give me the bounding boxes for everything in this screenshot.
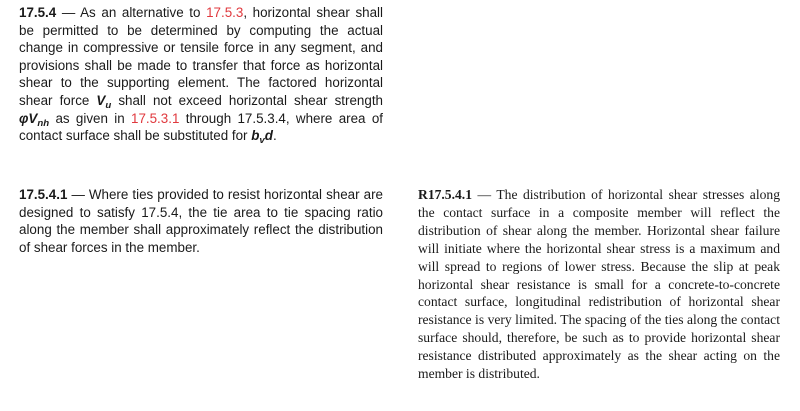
symbol-phi: φ	[19, 110, 29, 126]
section-number: 17.5.4	[19, 5, 57, 20]
symbol-bvd	[251, 128, 273, 147]
paragraph-text: — As an alternative to	[56, 5, 207, 20]
paragraph-text: — The distribution of horizontal shear stresses along the contact surface in a composite member will reflect the distribution of shear along the member. Horizontal shear failure will initiate where the horizontal shear stress is a maximum and will spread to regions of lower stress. Because the slip at peak horizontal shear resistance is small for a concrete-to-concrete contact surface, longitudinal redistribution of horizontal shear resistance is very limited. The spacing of the ties along the contact surface should, therefore, be such as to provide horizontal shear resistance distributed approximately as the shear acting on the member is distributed.	[418, 187, 780, 382]
symbol-subscript: v	[259, 135, 265, 147]
symbol-subscript: nh	[37, 117, 50, 129]
paragraph-text: , horizontal shear shall be permitted to be determined by computing the actual change in compressive or tensile force in any segment, and provisions shall be made to transfer that force as horizontal shear to the supporting element. The factored horizontal shear force	[19, 5, 383, 108]
symbol-base: b	[251, 128, 260, 144]
cross-reference-link[interactable]: 17.5.3.1	[131, 110, 180, 126]
symbol-vu	[96, 92, 112, 111]
paragraph-text: as given in	[49, 110, 131, 126]
paragraph-text: .	[272, 128, 277, 144]
symbol-base: V	[96, 92, 106, 108]
paragraph-text: shall not exceed horizontal shear strength	[111, 92, 383, 108]
symbol-base: V	[28, 110, 38, 126]
symbol-phi-vnh	[19, 110, 50, 129]
section-17-5-4-1-paragraph	[19, 186, 383, 256]
symbol-subscript: u	[105, 99, 112, 111]
commentary-r17-5-4-1-paragraph	[418, 186, 780, 383]
paragraph-text: — Where ties provided to resist horizontal shear are designed to satisfy 17.5.4, the tie area to tie spacing ratio along the member shall approximately reflect the distribution of shear forces in the member.	[19, 187, 383, 255]
section-17-5-4-paragraph	[19, 4, 383, 145]
section-number: 17.5.4.1	[19, 187, 68, 202]
commentary-section-number: R17.5.4.1	[418, 187, 472, 202]
cross-reference-link[interactable]: 17.5.3	[206, 5, 244, 20]
paragraph-text: through 17.5.3.4, where area of contact surface shall be substituted for	[19, 110, 383, 144]
symbol-base: d	[264, 128, 273, 144]
